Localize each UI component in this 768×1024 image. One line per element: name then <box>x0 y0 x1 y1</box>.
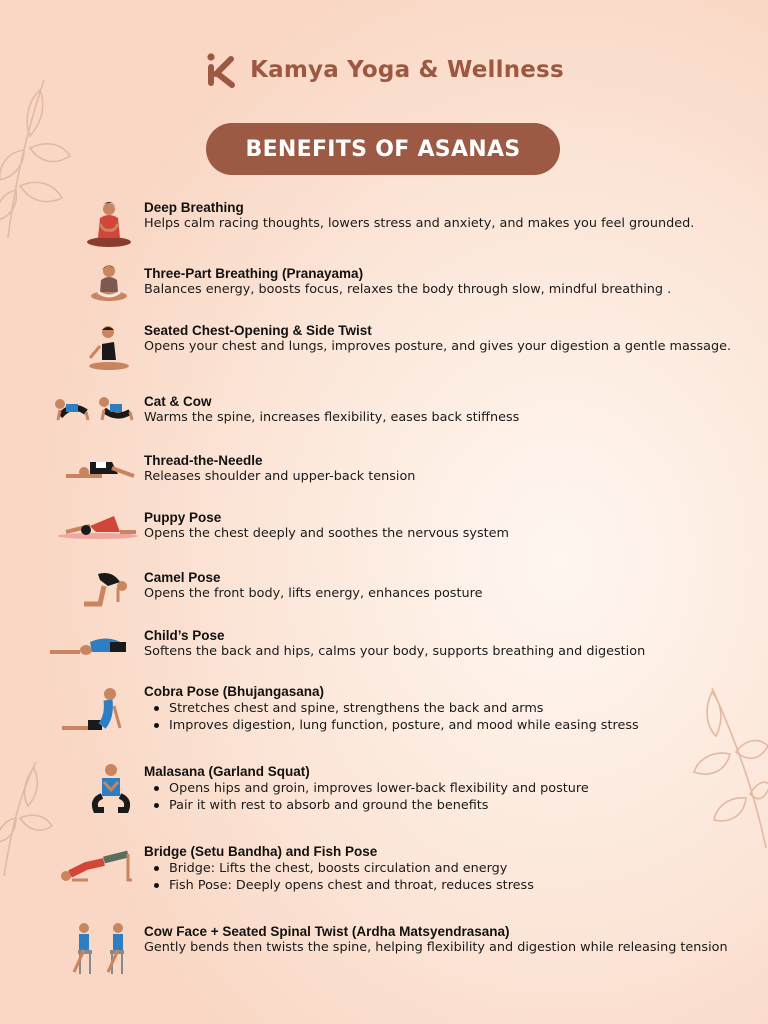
cross-legged-breathing-figure-icon <box>88 262 130 304</box>
cat-cow-figures-icon <box>54 392 140 424</box>
seated-twist-figure-icon <box>84 322 134 372</box>
item-title: Malasana (Garland Squat) <box>144 764 310 779</box>
bullet-list <box>144 860 744 894</box>
bullet-item: Stretches chest and spine, strengthens the back and arms <box>144 700 744 717</box>
bullet-item: Bridge: Lifts the chest, boosts circulation and energy <box>144 860 744 877</box>
bullet-item: Improves digestion, lung function, posture, and mood while easing stress <box>144 717 744 734</box>
chair-twist-figures-icon <box>64 920 136 976</box>
leaf-branch-icon <box>0 70 80 240</box>
item-title: Child’s Pose <box>144 628 225 643</box>
list-item-bridge-fish <box>144 843 744 894</box>
bullet-item: Fish Pose: Deeply opens chest and throat, reduces stress <box>144 877 744 894</box>
list-item-cat-cow <box>144 393 744 427</box>
list-item-seated-chest-opening <box>144 322 744 356</box>
item-title: Bridge (Setu Bandha) and Fish Pose <box>144 844 378 859</box>
list-item-three-part-breathing <box>144 265 744 299</box>
item-description: Softens the back and hips, calms your body, supports breathing and digestion <box>144 644 646 659</box>
bridge-pose-figure-icon <box>58 850 134 886</box>
seated-meditation-figure-icon <box>82 198 136 248</box>
bullet-item: Opens hips and groin, improves lower-back flexibility and posture <box>144 780 744 797</box>
list-item-cobra-pose <box>144 683 744 734</box>
list-item-puppy-pose <box>144 509 744 543</box>
list-item-thread-the-needle <box>144 452 744 486</box>
item-description: Opens the front body, lifts energy, enhances posture <box>144 586 483 601</box>
kamya-logo-icon <box>204 52 238 88</box>
item-description: Opens your chest and lungs, improves posture, and gives your digestion a gentle massage. <box>144 339 732 354</box>
leaf-branch-icon <box>0 758 60 878</box>
list-item-camel-pose <box>144 569 744 603</box>
item-title: Thread-the-Needle <box>144 453 263 468</box>
list-item-cow-face-twist <box>144 923 744 957</box>
item-title: Deep Breathing <box>144 200 244 215</box>
item-description: Helps calm racing thoughts, lowers stress and anxiety, and makes you feel grounded. <box>144 216 695 231</box>
brand-header <box>0 52 768 88</box>
page-title: BENEFITS OF ASANAS <box>206 123 560 175</box>
item-title: Seated Chest-Opening & Side Twist <box>144 323 372 338</box>
item-description: Warms the spine, increases flexibility, eases back stiffness <box>144 410 520 425</box>
item-title: Cow Face + Seated Spinal Twist (Ardha Matsyendrasana) <box>144 924 510 939</box>
bullet-list <box>144 700 744 734</box>
bullet-list <box>144 780 744 814</box>
garland-squat-figure-icon <box>88 762 134 814</box>
item-description: Balances energy, boosts focus, relaxes the body through slow, mindful breathing . <box>144 282 672 297</box>
list-item-childs-pose <box>144 627 744 661</box>
puppy-pose-figure-icon <box>56 512 140 540</box>
thread-needle-figure-icon <box>62 454 138 482</box>
child-pose-figure-icon <box>46 632 132 658</box>
item-description: Releases shoulder and upper-back tension <box>144 469 416 484</box>
list-item-malasana <box>144 763 744 814</box>
list-item-deep-breathing <box>144 199 744 233</box>
bullet-item: Pair it with rest to absorb and ground the benefits <box>144 797 744 814</box>
item-title: Puppy Pose <box>144 510 222 525</box>
item-description: Gently bends then twists the spine, helping flexibility and digestion while releasing tension <box>144 940 728 955</box>
camel-pose-figure-icon <box>78 564 128 608</box>
item-title: Three-Part Breathing (Pranayama) <box>144 266 364 281</box>
item-title: Cat & Cow <box>144 394 212 409</box>
item-title: Camel Pose <box>144 570 221 585</box>
item-description: Opens the chest deeply and soothes the nervous system <box>144 526 509 541</box>
brand-name: Kamya Yoga & Wellness <box>250 57 564 83</box>
item-title: Cobra Pose (Bhujangasana) <box>144 684 325 699</box>
cobra-pose-figure-icon <box>58 686 134 736</box>
